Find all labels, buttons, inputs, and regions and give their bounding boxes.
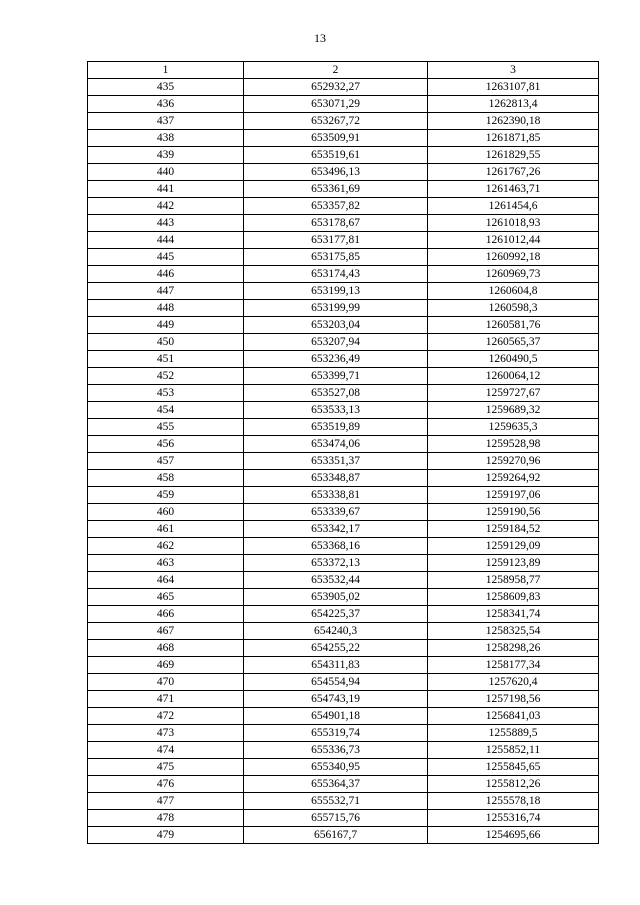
- y-coordinate-cell: 1259528,98: [428, 436, 599, 453]
- point-number-cell: 453: [88, 385, 244, 402]
- y-coordinate-cell: 1260565,37: [428, 334, 599, 351]
- point-number-cell: 466: [88, 606, 244, 623]
- point-number-cell: 444: [88, 232, 244, 249]
- y-coordinate-cell: 1258325,54: [428, 623, 599, 640]
- point-number-cell: 478: [88, 810, 244, 827]
- y-coordinate-cell: 1256841,03: [428, 708, 599, 725]
- point-number-cell: 463: [88, 555, 244, 572]
- table-row: [88, 436, 599, 453]
- x-coordinate-cell: 653199,13: [244, 283, 428, 300]
- x-coordinate-cell: 655319,74: [244, 725, 428, 742]
- point-number-cell: 479: [88, 827, 244, 844]
- x-coordinate-cell: 653071,29: [244, 96, 428, 113]
- table-row: [88, 776, 599, 793]
- point-number-cell: 439: [88, 147, 244, 164]
- table-row: [88, 827, 599, 844]
- point-number-cell: 454: [88, 402, 244, 419]
- table-row: [88, 555, 599, 572]
- y-coordinate-cell: 1260064,12: [428, 368, 599, 385]
- point-number-cell: 459: [88, 487, 244, 504]
- point-number-cell: 457: [88, 453, 244, 470]
- x-coordinate-cell: 653496,13: [244, 164, 428, 181]
- table-row: [88, 470, 599, 487]
- point-number-cell: 470: [88, 674, 244, 691]
- point-number-cell: 461: [88, 521, 244, 538]
- x-coordinate-cell: 653207,94: [244, 334, 428, 351]
- point-number-cell: 442: [88, 198, 244, 215]
- point-number-cell: 455: [88, 419, 244, 436]
- y-coordinate-cell: 1259184,52: [428, 521, 599, 538]
- table-row: [88, 215, 599, 232]
- point-number-cell: 452: [88, 368, 244, 385]
- y-coordinate-cell: 1259727,67: [428, 385, 599, 402]
- table-row: [88, 640, 599, 657]
- x-coordinate-cell: 655336,73: [244, 742, 428, 759]
- table-row: [88, 79, 599, 96]
- y-coordinate-cell: 1259689,32: [428, 402, 599, 419]
- x-coordinate-cell: 654311,83: [244, 657, 428, 674]
- x-coordinate-cell: 653372,13: [244, 555, 428, 572]
- table-row: [88, 249, 599, 266]
- x-coordinate-cell: 654743,19: [244, 691, 428, 708]
- point-number-cell: 446: [88, 266, 244, 283]
- y-coordinate-cell: 1260598,3: [428, 300, 599, 317]
- y-coordinate-cell: 1260969,73: [428, 266, 599, 283]
- table-row: [88, 504, 599, 521]
- table-row: [88, 232, 599, 249]
- column-header: 1: [88, 62, 244, 79]
- point-number-cell: 464: [88, 572, 244, 589]
- y-coordinate-cell: 1257620,4: [428, 674, 599, 691]
- y-coordinate-cell: 1254695,66: [428, 827, 599, 844]
- table-row: [88, 691, 599, 708]
- x-coordinate-cell: 652932,27: [244, 79, 428, 96]
- point-number-cell: 458: [88, 470, 244, 487]
- x-coordinate-cell: 653533,13: [244, 402, 428, 419]
- y-coordinate-cell: 1258298,26: [428, 640, 599, 657]
- y-coordinate-cell: 1255578,18: [428, 793, 599, 810]
- x-coordinate-cell: 653368,16: [244, 538, 428, 555]
- y-coordinate-cell: 1259190,56: [428, 504, 599, 521]
- y-coordinate-cell: 1260490,5: [428, 351, 599, 368]
- y-coordinate-cell: 1259197,06: [428, 487, 599, 504]
- table-body: [88, 79, 599, 844]
- point-number-cell: 456: [88, 436, 244, 453]
- point-number-cell: 462: [88, 538, 244, 555]
- table-row: [88, 487, 599, 504]
- page-number: 13: [314, 31, 326, 45]
- table-row: [88, 521, 599, 538]
- x-coordinate-cell: 654554,94: [244, 674, 428, 691]
- x-coordinate-cell: 653338,81: [244, 487, 428, 504]
- table-row: [88, 300, 599, 317]
- y-coordinate-cell: 1258177,34: [428, 657, 599, 674]
- x-coordinate-cell: 653175,85: [244, 249, 428, 266]
- x-coordinate-cell: 653399,71: [244, 368, 428, 385]
- y-coordinate-cell: 1262390,18: [428, 113, 599, 130]
- x-coordinate-cell: 655715,76: [244, 810, 428, 827]
- y-coordinate-cell: 1255845,65: [428, 759, 599, 776]
- table-row: [88, 164, 599, 181]
- point-number-cell: 477: [88, 793, 244, 810]
- x-coordinate-cell: 653174,43: [244, 266, 428, 283]
- point-number-cell: 445: [88, 249, 244, 266]
- table-row: [88, 725, 599, 742]
- table-row: [88, 402, 599, 419]
- y-coordinate-cell: 1260604,8: [428, 283, 599, 300]
- y-coordinate-cell: 1261871,85: [428, 130, 599, 147]
- table-row: [88, 759, 599, 776]
- point-number-cell: 451: [88, 351, 244, 368]
- point-number-cell: 473: [88, 725, 244, 742]
- point-number-cell: 475: [88, 759, 244, 776]
- x-coordinate-cell: 656167,7: [244, 827, 428, 844]
- point-number-cell: 474: [88, 742, 244, 759]
- x-coordinate-cell: 653199,99: [244, 300, 428, 317]
- y-coordinate-cell: 1259635,3: [428, 419, 599, 436]
- table-row: [88, 368, 599, 385]
- point-number-cell: 468: [88, 640, 244, 657]
- x-coordinate-cell: 654225,37: [244, 606, 428, 623]
- table-row: [88, 572, 599, 589]
- table-row: [88, 453, 599, 470]
- x-coordinate-cell: 653178,67: [244, 215, 428, 232]
- table-header-row: [88, 62, 599, 79]
- y-coordinate-cell: 1261012,44: [428, 232, 599, 249]
- x-coordinate-cell: 653532,44: [244, 572, 428, 589]
- y-coordinate-cell: 1261463,71: [428, 181, 599, 198]
- y-coordinate-cell: 1259264,92: [428, 470, 599, 487]
- table-row: [88, 793, 599, 810]
- table-row: [88, 674, 599, 691]
- table-row: [88, 351, 599, 368]
- table-row: [88, 130, 599, 147]
- x-coordinate-cell: 653267,72: [244, 113, 428, 130]
- x-coordinate-cell: 653474,06: [244, 436, 428, 453]
- point-number-cell: 471: [88, 691, 244, 708]
- x-coordinate-cell: 655364,37: [244, 776, 428, 793]
- table-row: [88, 657, 599, 674]
- x-coordinate-cell: 655340,95: [244, 759, 428, 776]
- y-coordinate-cell: 1260581,76: [428, 317, 599, 334]
- table-row: [88, 96, 599, 113]
- point-number-cell: 437: [88, 113, 244, 130]
- point-number-cell: 447: [88, 283, 244, 300]
- table-row: [88, 181, 599, 198]
- point-number-cell: 467: [88, 623, 244, 640]
- y-coordinate-cell: 1259123,89: [428, 555, 599, 572]
- table-row: [88, 742, 599, 759]
- y-coordinate-cell: 1259270,96: [428, 453, 599, 470]
- table-row: [88, 606, 599, 623]
- point-number-cell: 436: [88, 96, 244, 113]
- coordinates-table: [87, 61, 599, 844]
- point-number-cell: 460: [88, 504, 244, 521]
- column-header: 3: [428, 62, 599, 79]
- y-coordinate-cell: 1257198,56: [428, 691, 599, 708]
- y-coordinate-cell: 1255852,11: [428, 742, 599, 759]
- point-number-cell: 443: [88, 215, 244, 232]
- y-coordinate-cell: 1263107,81: [428, 79, 599, 96]
- x-coordinate-cell: 654240,3: [244, 623, 428, 640]
- point-number-cell: 435: [88, 79, 244, 96]
- table-row: [88, 708, 599, 725]
- table-row: [88, 623, 599, 640]
- y-coordinate-cell: 1255316,74: [428, 810, 599, 827]
- y-coordinate-cell: 1261018,93: [428, 215, 599, 232]
- table-row: [88, 283, 599, 300]
- table-row: [88, 385, 599, 402]
- point-number-cell: 469: [88, 657, 244, 674]
- table-row: [88, 419, 599, 436]
- y-coordinate-cell: 1262813,4: [428, 96, 599, 113]
- x-coordinate-cell: 653509,91: [244, 130, 428, 147]
- table-row: [88, 810, 599, 827]
- x-coordinate-cell: 653357,82: [244, 198, 428, 215]
- point-number-cell: 476: [88, 776, 244, 793]
- x-coordinate-cell: 653361,69: [244, 181, 428, 198]
- column-header: 2: [244, 62, 428, 79]
- table-row: [88, 266, 599, 283]
- table-row: [88, 334, 599, 351]
- x-coordinate-cell: 653519,89: [244, 419, 428, 436]
- x-coordinate-cell: 653527,08: [244, 385, 428, 402]
- table-row: [88, 113, 599, 130]
- x-coordinate-cell: 653342,17: [244, 521, 428, 538]
- point-number-cell: 472: [88, 708, 244, 725]
- point-number-cell: 448: [88, 300, 244, 317]
- y-coordinate-cell: 1255812,26: [428, 776, 599, 793]
- x-coordinate-cell: 653348,87: [244, 470, 428, 487]
- y-coordinate-cell: 1258341,74: [428, 606, 599, 623]
- point-number-cell: 450: [88, 334, 244, 351]
- x-coordinate-cell: 653236,49: [244, 351, 428, 368]
- point-number-cell: 441: [88, 181, 244, 198]
- table-row: [88, 317, 599, 334]
- y-coordinate-cell: 1260992,18: [428, 249, 599, 266]
- table-row: [88, 538, 599, 555]
- x-coordinate-cell: 654255,22: [244, 640, 428, 657]
- x-coordinate-cell: 653339,67: [244, 504, 428, 521]
- x-coordinate-cell: 655532,71: [244, 793, 428, 810]
- point-number-cell: 465: [88, 589, 244, 606]
- y-coordinate-cell: 1261767,26: [428, 164, 599, 181]
- y-coordinate-cell: 1261829,55: [428, 147, 599, 164]
- point-number-cell: 440: [88, 164, 244, 181]
- x-coordinate-cell: 653177,81: [244, 232, 428, 249]
- table-row: [88, 589, 599, 606]
- y-coordinate-cell: 1255889,5: [428, 725, 599, 742]
- x-coordinate-cell: 653351,37: [244, 453, 428, 470]
- table-row: [88, 198, 599, 215]
- point-number-cell: 449: [88, 317, 244, 334]
- x-coordinate-cell: 653203,04: [244, 317, 428, 334]
- x-coordinate-cell: 653519,61: [244, 147, 428, 164]
- x-coordinate-cell: 654901,18: [244, 708, 428, 725]
- y-coordinate-cell: 1258958,77: [428, 572, 599, 589]
- y-coordinate-cell: 1258609,83: [428, 589, 599, 606]
- point-number-cell: 438: [88, 130, 244, 147]
- table-row: [88, 147, 599, 164]
- x-coordinate-cell: 653905,02: [244, 589, 428, 606]
- y-coordinate-cell: 1261454,6: [428, 198, 599, 215]
- y-coordinate-cell: 1259129,09: [428, 538, 599, 555]
